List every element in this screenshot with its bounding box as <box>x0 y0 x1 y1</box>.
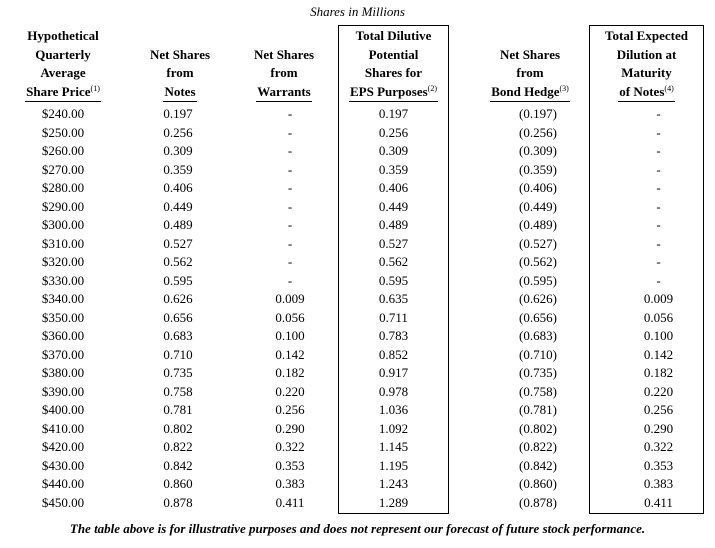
table-cell: $440.00 <box>41 476 85 491</box>
table-cell: $400.00 <box>41 402 85 417</box>
table-row <box>0 494 715 513</box>
header-line: from <box>270 65 298 80</box>
table-cell: 0.860 <box>163 476 193 491</box>
table-cell: 0.489 <box>163 217 193 232</box>
table-cell: $320.00 <box>41 254 85 269</box>
table-caption: Shares in Millions <box>310 4 405 19</box>
header-line: Hypothetical <box>27 28 99 43</box>
table-row <box>0 235 715 254</box>
table-cell: 0.527 <box>163 235 193 251</box>
table-cell: - <box>656 143 661 158</box>
table-cell: - <box>656 272 661 288</box>
table-cell: $280.00 <box>41 180 85 195</box>
table-cell: 0.489 <box>378 217 409 232</box>
table-row <box>0 364 715 383</box>
header-line: Dilution at <box>616 46 677 62</box>
header-line: Average <box>40 65 86 80</box>
table-cell: (0.595) <box>519 272 557 288</box>
table-cell: - <box>656 217 661 232</box>
table-cell: 1.289 <box>378 494 409 510</box>
share-price-header <box>8 27 118 102</box>
table-cell: 0.842 <box>163 457 193 473</box>
table-cell: 0.852 <box>378 346 409 362</box>
table-cell: 0.383 <box>643 476 674 491</box>
table-cell: $240.00 <box>41 106 85 121</box>
table-cell: 0.802 <box>163 420 193 436</box>
table-cell: 0.197 <box>163 106 193 121</box>
table-cell: 0.656 <box>163 309 193 325</box>
table-cell: 0.353 <box>275 457 305 473</box>
table-cell: - <box>656 106 661 121</box>
table-cell: 0.562 <box>163 254 193 269</box>
table-cell: $370.00 <box>41 346 85 362</box>
table-cell: 1.243 <box>378 476 409 491</box>
table-cell: - <box>656 161 661 177</box>
table-row <box>0 457 715 476</box>
table-cell: - <box>287 180 293 195</box>
table-cell: 0.309 <box>163 143 193 158</box>
table-cell: 0.978 <box>378 383 409 399</box>
table-cell: - <box>656 180 661 195</box>
table-cell: 0.406 <box>163 180 193 195</box>
header-line: Total Expected <box>605 28 688 43</box>
table-cell: $300.00 <box>41 217 85 232</box>
table-cell: (0.527) <box>519 235 557 251</box>
table-cell: 1.145 <box>378 439 409 454</box>
table-cell: 0.449 <box>378 198 409 214</box>
table-cell: 0.197 <box>378 106 409 121</box>
table-cell: (0.489) <box>519 217 557 232</box>
header-line: Quarterly <box>35 46 91 62</box>
table-cell: - <box>287 235 293 251</box>
table-cell: (0.735) <box>519 365 557 380</box>
table-cell: $380.00 <box>41 365 85 380</box>
footnote-marker: (3) <box>559 83 569 93</box>
table-cell: $340.00 <box>41 291 85 306</box>
table-cell: 0.878 <box>163 494 193 510</box>
table-cell: 0.100 <box>275 328 305 343</box>
table-cell: 0.595 <box>378 272 409 288</box>
table-cell: (0.758) <box>519 383 557 399</box>
table-row <box>0 198 715 217</box>
table-cell: (0.878) <box>519 494 557 510</box>
table-cell: - <box>287 254 293 269</box>
table-cell: 0.256 <box>163 124 193 140</box>
table-cell: - <box>287 217 293 232</box>
table-cell: - <box>287 106 293 121</box>
table-footnote: The table above is for illustrative purposes and does not represent our forecast of future stock performance. <box>69 521 646 536</box>
header-last-line: Warrants <box>256 83 311 103</box>
table-cell: (0.710) <box>519 346 557 362</box>
table-cell: (0.256) <box>519 124 557 140</box>
footnote-marker: (4) <box>664 83 674 93</box>
table-cell: 0.411 <box>275 494 305 510</box>
table-row <box>0 346 715 365</box>
table-cell: $260.00 <box>41 143 85 158</box>
table-cell: 0.758 <box>163 383 193 399</box>
table-cell: - <box>287 161 293 177</box>
table-cell: $360.00 <box>41 328 85 343</box>
table-cell: $270.00 <box>41 161 85 177</box>
header-last-line: Share Price$^{(1)}$ <box>25 83 101 103</box>
footnote-marker: (2) <box>427 83 437 93</box>
table-cell: 0.527 <box>378 235 409 251</box>
table-cell: 0.635 <box>378 291 409 306</box>
table-cell: 0.626 <box>163 291 193 306</box>
table-cell: 0.290 <box>643 420 674 436</box>
header-line: Total Dilutive <box>355 28 432 43</box>
table-cell: 0.383 <box>275 476 305 491</box>
table-cell: - <box>656 198 661 214</box>
warrant-shares-header <box>240 27 328 102</box>
table-row <box>0 124 715 143</box>
table-cell: 0.359 <box>163 161 193 177</box>
table-row <box>0 290 715 309</box>
table-cell: $290.00 <box>41 198 85 214</box>
table-body <box>0 105 715 512</box>
table-cell: 0.142 <box>643 346 674 362</box>
table-row <box>0 179 715 198</box>
table-cell: (0.626) <box>519 291 557 306</box>
table-row <box>0 161 715 180</box>
table-cell: $450.00 <box>41 494 85 510</box>
table-cell: - <box>287 124 293 140</box>
table-cell: (0.406) <box>519 180 557 195</box>
table-cell: 1.036 <box>378 402 409 417</box>
eps-shares-header <box>340 27 447 102</box>
header-last-line: Notes <box>163 83 196 103</box>
table-cell: 0.411 <box>644 494 673 510</box>
table-row <box>0 401 715 420</box>
header-line: from <box>516 65 544 80</box>
header-last-line: Bond Hedge$^{(3)}$ <box>490 83 570 103</box>
header-line: Net Shares <box>499 46 561 62</box>
table-cell: $410.00 <box>41 420 85 436</box>
table-row <box>0 309 715 328</box>
table-row <box>0 420 715 439</box>
table-cell: (0.309) <box>519 143 557 158</box>
table-cell: - <box>287 198 293 214</box>
table-row <box>0 105 715 124</box>
header-last-line: EPS Purposes$^{(2)}$ <box>349 83 438 103</box>
table-cell: 0.710 <box>163 346 193 362</box>
table-cell: 0.256 <box>275 402 305 417</box>
table-cell: 0.009 <box>643 291 674 306</box>
table-cell: 0.406 <box>378 180 409 195</box>
table-cell: $420.00 <box>41 439 85 454</box>
bond-hedge-header <box>480 27 580 102</box>
footnote-marker: (1) <box>90 83 100 93</box>
table-row <box>0 272 715 291</box>
table-cell: 0.562 <box>378 254 409 269</box>
table-cell: $430.00 <box>41 457 85 473</box>
table-cell: $310.00 <box>41 235 85 251</box>
header-line: from <box>166 65 194 80</box>
table-row <box>0 327 715 346</box>
notes-shares-header <box>140 27 220 102</box>
table-cell: 0.735 <box>163 365 193 380</box>
table-cell: - <box>287 143 293 158</box>
table-cell: 0.917 <box>378 365 409 380</box>
table-cell: $250.00 <box>41 124 85 140</box>
table-cell: 0.449 <box>163 198 193 214</box>
table-cell: - <box>656 124 661 140</box>
table-cell: (0.860) <box>519 476 557 491</box>
table-cell: 0.781 <box>163 402 193 417</box>
table-cell: - <box>287 272 293 288</box>
table-cell: 0.009 <box>275 291 305 306</box>
table-cell: 0.359 <box>378 161 409 177</box>
table-row <box>0 438 715 457</box>
table-cell: 0.822 <box>163 439 193 454</box>
table-cell: 0.182 <box>643 365 674 380</box>
header-line: Net Shares <box>149 46 211 62</box>
header-line: Potential <box>368 46 419 62</box>
table-cell: (0.656) <box>519 309 557 325</box>
header-line: Shares for <box>364 65 423 80</box>
table-cell: - <box>656 254 661 269</box>
table-cell: 0.100 <box>643 328 674 343</box>
dilution-header <box>591 27 702 102</box>
table-cell: (0.781) <box>519 402 557 417</box>
table-cell: (0.562) <box>519 254 557 269</box>
table-row <box>0 253 715 272</box>
table-cell: 0.309 <box>378 143 409 158</box>
table-cell: 0.783 <box>378 328 409 343</box>
table-cell: $330.00 <box>41 272 85 288</box>
table-cell: 0.142 <box>275 346 305 362</box>
table-row <box>0 142 715 161</box>
table-cell: 1.195 <box>378 457 409 473</box>
table-cell: (0.683) <box>519 328 557 343</box>
table-row <box>0 216 715 235</box>
table-cell: 0.322 <box>643 439 674 454</box>
table-cell: 0.256 <box>378 124 409 140</box>
header-line: Maturity <box>621 65 672 80</box>
table-cell: (0.359) <box>519 161 557 177</box>
table-cell: (0.197) <box>519 106 557 121</box>
table-cell: 0.353 <box>643 457 674 473</box>
table-cell: 0.711 <box>379 309 408 325</box>
table-cell: 0.056 <box>275 309 305 325</box>
table-cell: (0.822) <box>519 439 557 454</box>
table-row <box>0 475 715 494</box>
table-cell: 0.290 <box>275 420 305 436</box>
table-cell: (0.802) <box>519 420 557 436</box>
table-row <box>0 383 715 402</box>
table-cell: $390.00 <box>41 383 85 399</box>
table-cell: 0.256 <box>643 402 674 417</box>
table-cell: 0.220 <box>643 383 674 399</box>
table-cell: 0.595 <box>163 272 193 288</box>
table-cell: 0.220 <box>275 383 305 399</box>
table-cell: 1.092 <box>378 420 409 436</box>
table-cell: - <box>656 235 661 251</box>
table-cell: 0.056 <box>643 309 674 325</box>
table-cell: 0.322 <box>275 439 305 454</box>
table-cell: $350.00 <box>41 309 85 325</box>
header-last-line: of Notes$^{(4)}$ <box>618 83 674 103</box>
table-cell: (0.842) <box>519 457 557 473</box>
table-cell: 0.182 <box>275 365 305 380</box>
header-line: Net Shares <box>253 46 315 62</box>
table-cell: 0.683 <box>163 328 193 343</box>
table-cell: (0.449) <box>519 198 557 214</box>
